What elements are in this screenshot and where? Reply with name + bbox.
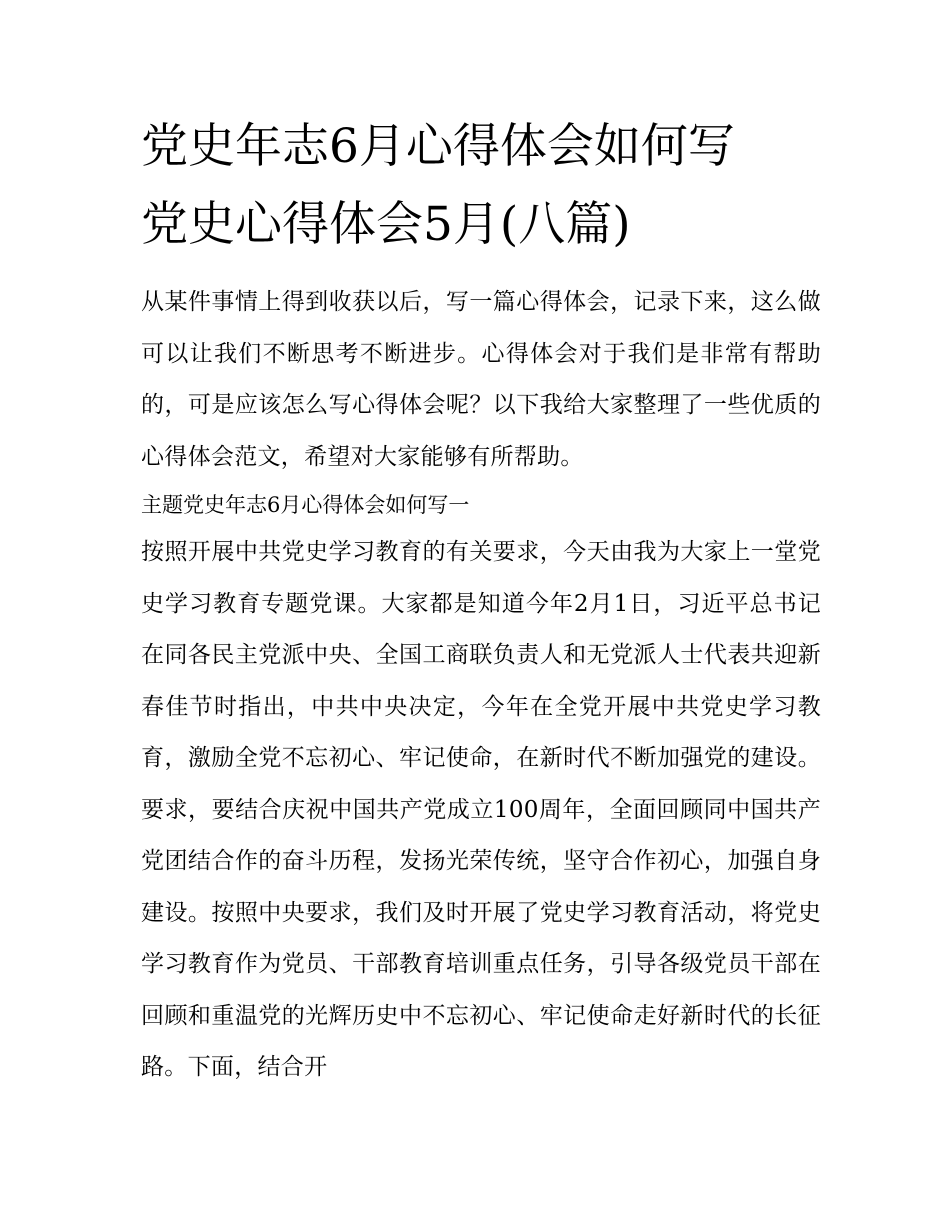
document-title-line-2: 党史心得体会5月(八篇)	[141, 197, 631, 252]
intro-paragraph: 从某件事情上得到收获以后，写一篇心得体会，记录下来，这么做可以让我们不断思考不断进步。心得体会对于我们是非常有帮助的，可是应该怎么写心得体会呢？以下我给大家整理了一些优质的心得体会范文，希望对大家能够有所帮助。	[141, 289, 821, 470]
body-paragraph: 按照开展中共党史学习教育的有关要求，今天由我为大家上一堂党史学习教育专题党课。大家都是知道今年2月1日，习近平总书记在同各民主党派中央、全国工商联负责人和无党派人士代表共迎新春佳节时指出，中共中央决定，今年在全党开展中共党史学习教育，激励全党不忘初心、牢记使命，在新时代不断加强党的建设。要求，要结合庆祝中国共产党成立100周年，全面回顾同中国共产党团结合作的奋斗历程，发扬光荣传统，坚守合作初心，加强自身建设。按照中央要求，我们及时开展了党史学习教育活动，将党史学习教育作为党员、干部教育培训重点任务，引导各级党员干部在回顾和重温党的光辉历史中不忘初心、牢记使命走好新时代的长征路。下面，结合开	[141, 539, 821, 1080]
document-title-line-1: 党史年志6月心得体会如何写	[141, 119, 735, 174]
section-heading: 主题党史年志6月心得体会如何写一	[141, 493, 470, 517]
